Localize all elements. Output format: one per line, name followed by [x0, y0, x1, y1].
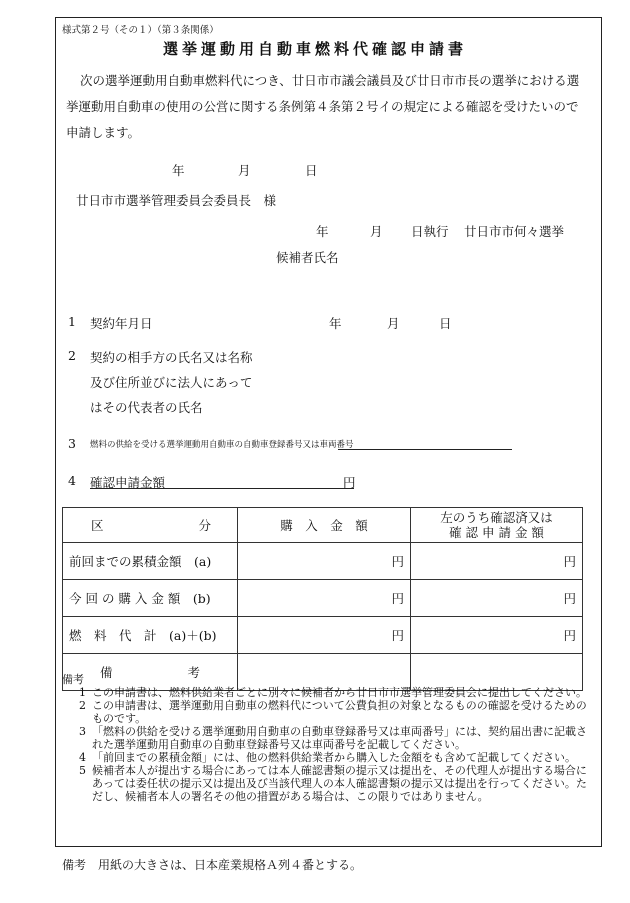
header-confirmed-amount — [411, 508, 583, 543]
note-num: 3 — [79, 725, 86, 738]
item-4-unit: 円 — [343, 475, 356, 490]
election-month: 月 — [370, 224, 383, 239]
election-year: 年 — [316, 224, 329, 239]
item-2-num: 2 — [68, 348, 76, 363]
date-day: 日 — [305, 163, 318, 178]
item-3-blank-line — [338, 436, 512, 450]
note-text: 「燃料の供給を受ける選挙運動用自動車の自動車登録番号又は車両番号」には、契約届出書に記載された選挙運動用自動車の自動車登録番号又は車両番号を記載してください。 — [92, 725, 587, 751]
item-3-num: 3 — [68, 436, 76, 451]
row-label: 前回までの累積金額 (a) — [63, 543, 238, 580]
note-item — [68, 686, 587, 699]
item-2-line: 契約の相手方の氏名又は名称 — [90, 350, 253, 365]
addressee: 廿日市市選挙管理委員会委員長 様 — [76, 193, 277, 208]
note-num: 4 — [79, 751, 86, 764]
item-1-day: 日 — [439, 316, 452, 331]
item-3-label: 燃料の供給を受ける選挙運動用自動車の自動車登録番号又は車両番号 — [90, 440, 354, 450]
note-text: 候補者本人が提出する場合にあっては本人確認書類の提示又は提出を、その代理人が提出する場合にあっては委任状の提示又は提出及び当該代理人の本人確認書類の提示又は提出を行ってください。ただし、候補者本人の署名その他の措置がある場合は、この限りではありません。 — [92, 764, 587, 803]
header-category-b: 分 — [198, 518, 211, 533]
item-1-year: 年 — [329, 316, 342, 331]
note-text: この申請書は、選挙運動用自動車の燃料代について公費負担の対象となるものの確認を受けるためのものです。 — [92, 699, 587, 725]
row-label: 燃 料 代 計 (a)＋(b) — [63, 617, 238, 654]
page-title: 選挙運動用自動車燃料代確認申請書 — [162, 40, 467, 58]
election-day-exec: 日執行 — [411, 224, 449, 239]
date-year: 年 — [172, 163, 185, 178]
row-purchase-cell: 円 — [238, 617, 411, 654]
note-text: 「前回までの累積金額」には、他の燃料供給業者から購入した金額をも含めて記載してください。 — [92, 751, 576, 764]
row-confirmed-cell: 円 — [411, 617, 583, 654]
item-4-num: 4 — [68, 473, 76, 488]
intro-paragraph: 次の選挙運動用自動車燃料代につき、廿日市市議会議員及び廿日市市長の選挙における選挙運動用自動車の使用の公営に関する条例第４条第２号イの規定による確認を受けたいので申請します。 — [66, 73, 580, 140]
item-1-month: 月 — [387, 316, 400, 331]
item-2-line: 及び住所並びに法人にあって — [90, 375, 253, 390]
candidate-label: 候補者氏名 — [276, 250, 339, 265]
note-num: 5 — [79, 764, 86, 777]
election-name: 廿日市市何々選挙 — [464, 224, 565, 239]
notes-heading: 備考 — [62, 673, 84, 686]
form-number: 様式第２号（その１）（第３条関係） — [62, 25, 219, 36]
row-label-remarks: 備 考 — [63, 654, 238, 691]
row-purchase-cell: 円 — [238, 580, 411, 617]
table-row — [63, 580, 583, 617]
table-row — [63, 543, 583, 580]
table-row — [63, 617, 583, 654]
note-item — [68, 725, 587, 751]
header-purchase-amount: 購 入 金 額 — [238, 508, 411, 543]
footer-note: 備考 用紙の大きさは、日本産業規格Ａ列４番とする。 — [62, 858, 363, 872]
row-confirmed-cell: 円 — [411, 543, 583, 580]
item-2-line: はその代表者の氏名 — [90, 400, 203, 415]
header-confirmed-line2: 確 認 申 請 金 額 — [449, 525, 544, 540]
amount-table — [62, 507, 583, 691]
row-purchase-cell: 円 — [238, 543, 411, 580]
item-1-num: 1 — [68, 314, 76, 329]
notes-section — [62, 673, 587, 803]
header-category-a: 区 — [91, 518, 104, 533]
item-4-label: 確認申請金額 — [90, 475, 166, 490]
row-confirmed-cell: 円 — [411, 580, 583, 617]
note-num: 2 — [79, 699, 86, 712]
note-item — [68, 764, 587, 803]
header-category — [63, 508, 238, 543]
note-num: 1 — [79, 686, 86, 699]
table-header-row — [63, 508, 583, 543]
note-item — [68, 699, 587, 725]
item-1-label: 契約年月日 — [90, 316, 153, 331]
row-label: 今 回 の 購 入 金 額 (b) — [63, 580, 238, 617]
header-confirmed-line1: 左のうち確認済又は — [440, 510, 553, 525]
date-month: 月 — [238, 163, 251, 178]
note-text: この申請書は、燃料供給業者ごとに別々に候補者から廿日市市選挙管理委員会に提出してください。 — [92, 686, 587, 699]
note-item — [68, 751, 587, 764]
